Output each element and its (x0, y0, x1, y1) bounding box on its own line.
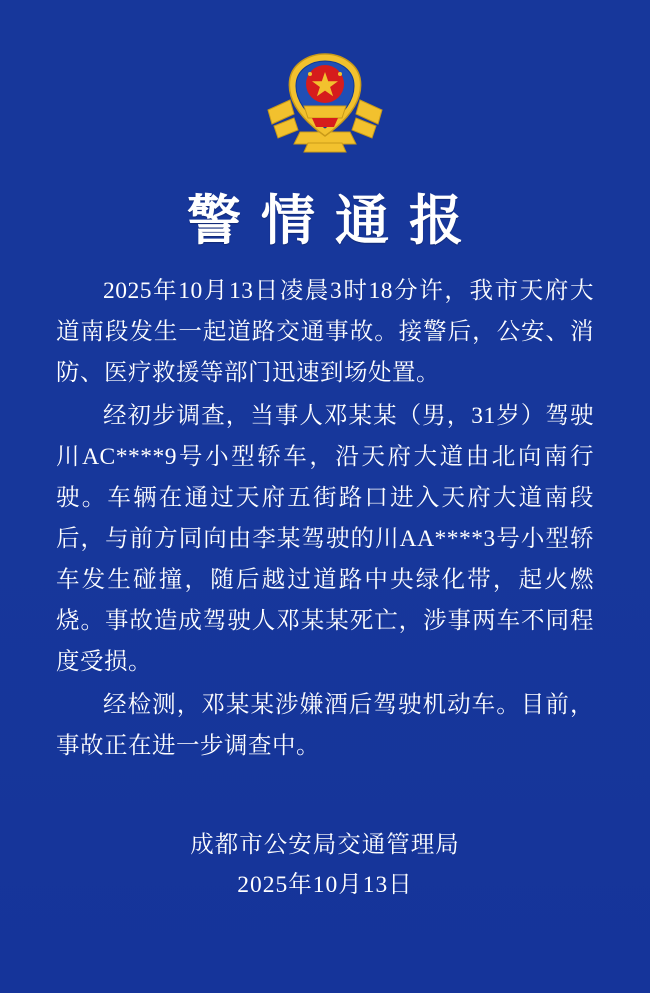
issue-date: 2025年10月13日 (237, 872, 413, 898)
notice-body (56, 271, 594, 767)
paragraph-2: 经初步调查，当事人邓某某（男，31岁）驾驶川AC****9号小型轿车，沿天府大道由北向南行驶。车辆在通过天府五街路口进入天府大道南段后，与前方同向由李某驾驶的川AA****3号小型轿车发生碰撞，随后越过道路中央绿化带，起火燃烧。事故造成驾驶人邓某某死亡，涉事两车不同程度受损。 (56, 403, 594, 675)
paragraph-3: 经检测，邓某某涉嫌酒后驾驶机动车。目前，事故正在进一步调查中。 (56, 692, 594, 759)
signature-block (0, 825, 650, 905)
issuing-organization: 成都市公安局交通管理局 (190, 832, 460, 858)
emblem-container (56, 0, 594, 156)
paragraph-1: 2025年10月13日凌晨3时18分许，我市天府大道南段发生一起道路交通事故。接警后，公安、消防、医疗救援等部门迅速到场处置。 (56, 278, 594, 386)
china-police-badge-icon (260, 48, 390, 156)
page-title: 警情通报 (187, 191, 483, 251)
